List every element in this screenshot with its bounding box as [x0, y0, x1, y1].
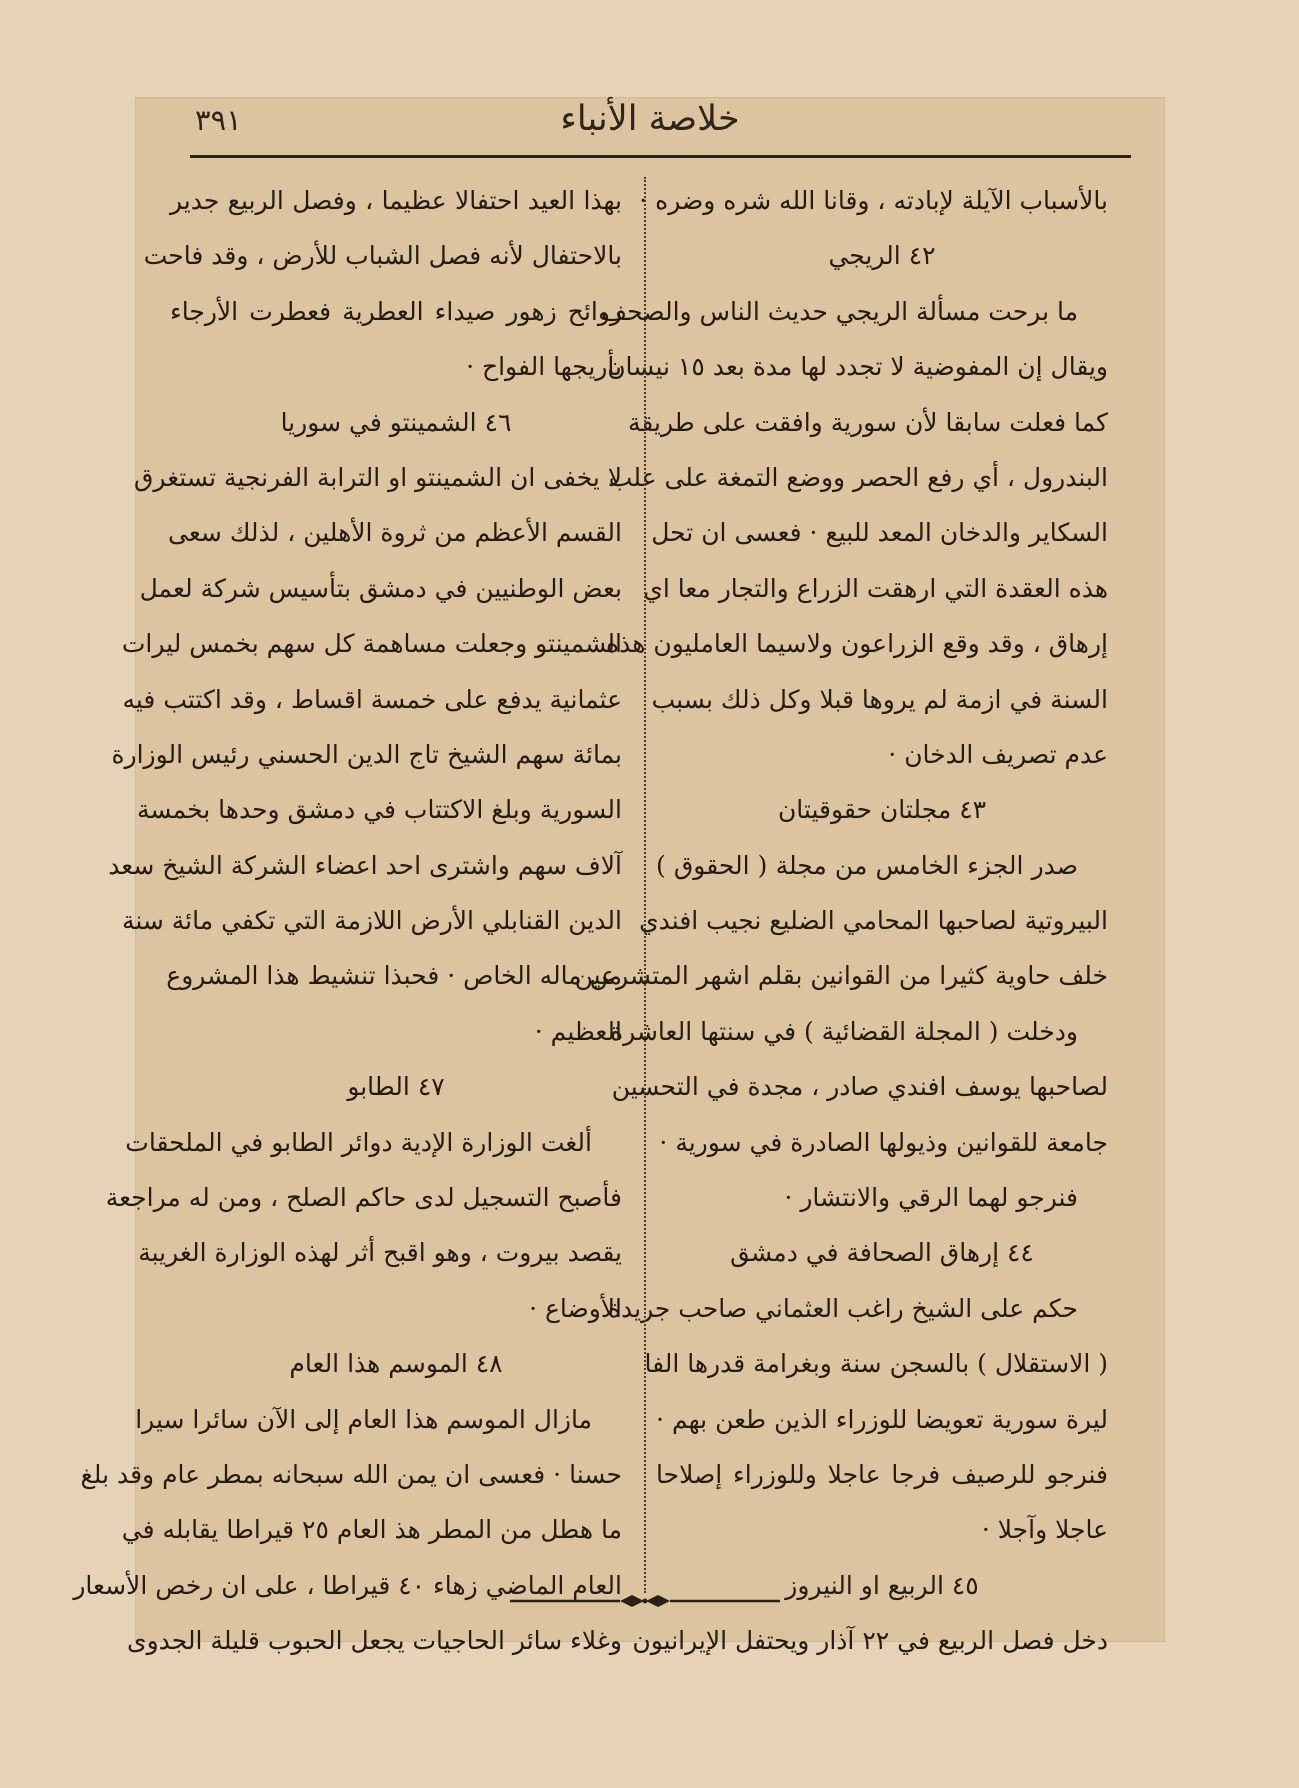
left-column-text-line: آلاف سهم واشترى احد اعضاء الشركة الشيخ سعد [108, 850, 622, 880]
end-ornament [510, 1591, 780, 1611]
left-column-text-line: بهذا العيد احتفالا عظيما ، وفصل الربيع جدير [170, 186, 622, 215]
right-column-text-line: خلف حاوية كثيرا من القوانين بقلم اشهر المتشرعين [574, 961, 1108, 991]
right-column-text-line: عدم تصريف الدخان · [888, 739, 1108, 769]
right-column-text-line: بالأسباب الآيلة لإبادته ، وقانا الله شره وضره · [639, 186, 1108, 215]
left-column-text-line: بعض الوطنيين في دمشق بتأسيس شركة لعمل [139, 573, 622, 603]
left-column-text-line: الدين القنابلي الأرض اللازمة التي تكفي مائة سنة [121, 906, 622, 936]
left-column-text-line: لا يخفى ان الشمينتو او الترابة الفرنجية تستغرق [134, 462, 622, 492]
left-column-text-line: وغلاء سائر الحاجيات يجعل الحبوب قليلة الجدوى [127, 1626, 622, 1656]
left-column-text-line: عثمانية يدفع على خمسة اقساط ، وقد اكتتب فيه [122, 684, 622, 714]
right-column-section-heading: ٤٢ الريجي [828, 241, 936, 271]
right-column-text-line: ويقال إن المفوضية لا تجدد لها مدة بعد ١٥ نيسان [607, 352, 1108, 382]
right-column-text-line: ودخلت ( المجلة القضائية ) في سنتها العاشرة [610, 1016, 1078, 1046]
right-column-text-line: فنرجو لهما الرقي والانتشار · [784, 1183, 1078, 1213]
left-column-text-line: حسنا · فعسى ان يمن الله سبحانه بمطر عام وقد بلغ [80, 1459, 622, 1489]
left-column-text-line: بأريجها الفواح · [466, 352, 622, 382]
right-column-text-line: السنة في ازمة لم يروها قبلا وكل ذلك بسبب [651, 684, 1108, 714]
right-column-text-line: هذه العقدة التي ارهقت الزراع والتجار معا اي [643, 573, 1108, 603]
right-column-section-heading: ٤٣ مجلتان حقوقيتان [777, 795, 987, 825]
right-column-text-line: ليرة سورية تعويضا للوزراء الذين طعن بهم · [656, 1404, 1108, 1434]
right-column-text-line: لصاحبها يوسف افندي صادر ، مجدة في التحسين [611, 1072, 1108, 1102]
right-column-section-heading: ٤٤ إرهاق الصحافة في دمشق [730, 1238, 1034, 1268]
right-column-text-line: فنرجو للرصيف فرجا عاجلا وللوزراء إصلاحا [656, 1459, 1108, 1489]
left-column-text-line: يقصد بيروت ، وهو اقبح أثر لهذه الوزارة الغريبة [138, 1238, 622, 1268]
left-column-text-line: روائح زهور صيداء العطرية فعطرت الأرجاء [170, 296, 622, 326]
column-divider [644, 177, 646, 1593]
header-rule [190, 155, 1131, 158]
left-column-section-heading: ٤٦ الشمينتو في سوريا [280, 407, 512, 437]
right-column-text-line: ( الاستقلال ) بالسجن سنة وبغرامة قدرها الفا [644, 1349, 1108, 1379]
left-column-text-line: من ماله الخاص · فحبذا تنشيط هذا المشروع [166, 961, 622, 991]
right-column-text-line: البندرول ، أي رفع الحصر ووضع التمغة على علب [608, 462, 1108, 492]
right-column-text-line: جامعة للقوانين وذيولها الصادرة في سورية · [659, 1127, 1108, 1157]
right-column-text-line: حكم على الشيخ راغب العثماني صاحب جريدة [607, 1293, 1078, 1323]
page [73, 97, 1165, 1656]
right-column-text-line: السكاير والدخان المعد للبيع · فعسى ان تحل [651, 518, 1108, 548]
left-column-text-line: العظيم · [534, 1016, 622, 1046]
left-column-text-line: مازال الموسم هذا العام إلى الآن سائرا سيرا [135, 1404, 592, 1434]
page-number: ٣٩١ [195, 103, 242, 137]
left-column-text-line: بمائة سهم الشيخ تاج الدين الحسني رئيس الوزارة [111, 739, 622, 769]
left-column-section-heading: ٤٨ الموسم هذا العام [289, 1349, 503, 1379]
left-column-text-line: العام الماضي زهاء ٤٠ قيراطا ، على ان رخص الأسعار [73, 1570, 622, 1600]
right-column-text-line: إرهاق ، وقد وقع الزراعون ولاسيما العامليون هذه [606, 629, 1108, 659]
right-column-text-line: عاجلا وآجلا · [981, 1515, 1108, 1545]
right-column-text-line: صدر الجزء الخامس من مجلة ( الحقوق ) [656, 850, 1078, 880]
left-column [73, 173, 622, 1669]
right-column-text-line: البيروتية لصاحبها المحامي الضليع نجيب افندي [639, 906, 1108, 936]
left-column-section-heading: ٤٧ الطابو [347, 1072, 445, 1102]
left-column-text-line: بالاحتفال لأنه فصل الشباب للأرض ، وقد فاحت [143, 241, 622, 271]
right-column-section-heading: ٤٥ الربيع او النيروز [785, 1570, 979, 1600]
right-column-text-line: كما فعلت سابقا لأن سورية وافقت على طريقة [627, 407, 1108, 437]
left-column-text-line: ألغت الوزارة الإدية دوائر الطابو في الملحقات [125, 1127, 592, 1157]
right-column-text-line: دخل فصل الربيع في ٢٢ آذار ويحتفل الإيرانيون [632, 1626, 1108, 1656]
left-column-text-line: ما هطل من المطر هذ العام ٢٥ قيراطا يقابله في [121, 1515, 622, 1545]
running-title: خلاصة الأنباء [560, 99, 740, 139]
right-column-text-line: ما برحت مسألة الريجي حديث الناس والصحف [601, 296, 1078, 326]
left-column-text-line: فأصبح التسجيل لدى حاكم الصلح ، ومن له مراجعة [105, 1183, 622, 1213]
left-column-text-line: الأوضاع · [529, 1293, 622, 1323]
left-column-text-line: القسم الأعظم من ثروة الأهلين ، لذلك سعى [168, 518, 622, 548]
left-column-text-line: الشمينتو وجعلت مساهمة كل سهم بخمس ليرات [121, 629, 622, 659]
left-column-text-line: السورية وبلغ الاكتتاب في دمشق وحدها بخمسة [136, 795, 622, 825]
